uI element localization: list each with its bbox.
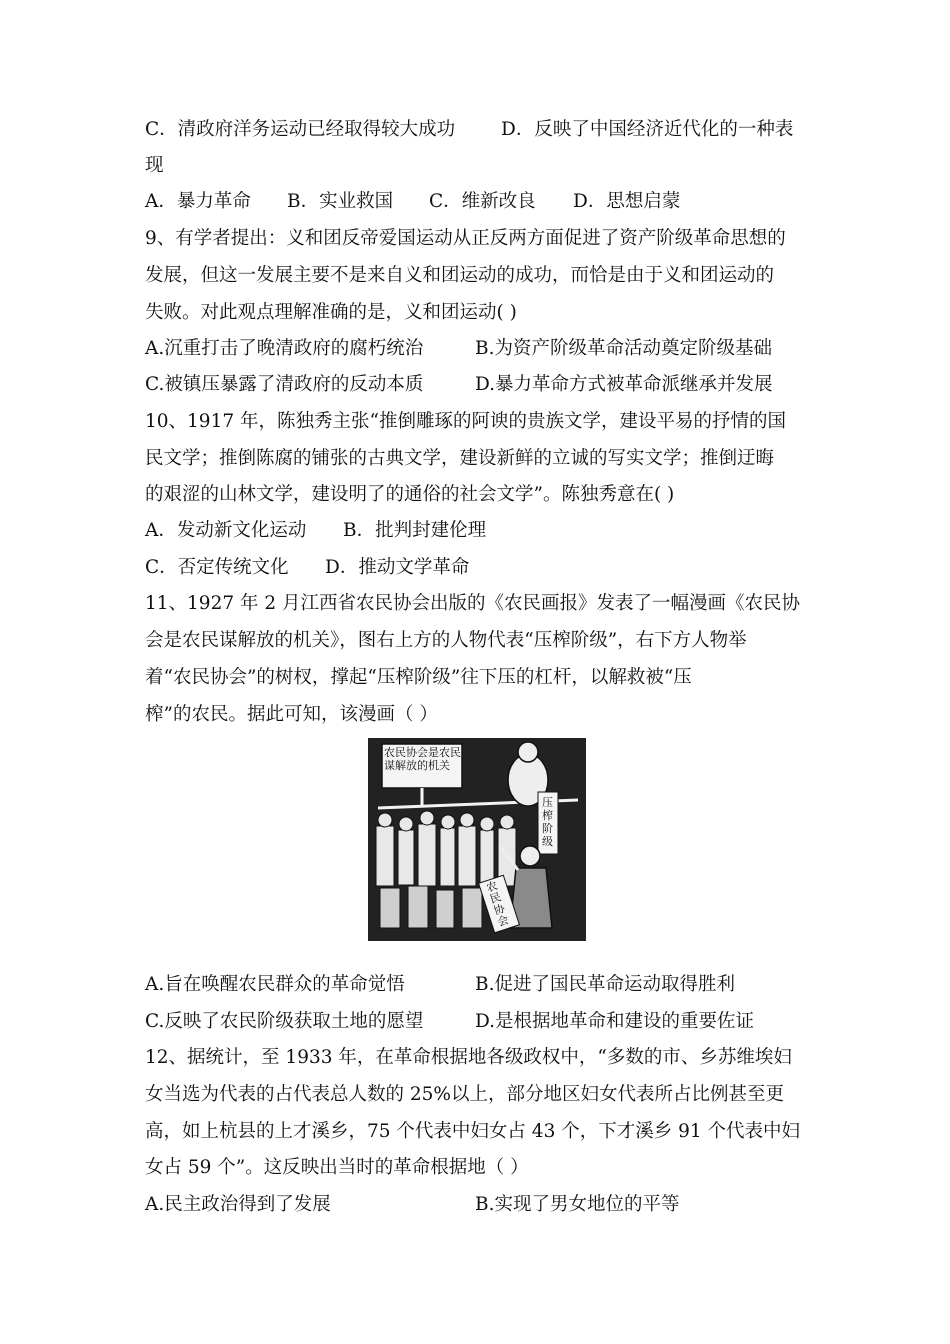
- q10-option-d[interactable]: D．推动文学革命: [325, 557, 470, 578]
- q11-option-d[interactable]: D.是根据地革命和建设的重要佐证: [475, 1011, 755, 1032]
- q9-stem-line-2: 发展，但这一发展主要不是来自义和团运动的成功，而恰是由于义和团运动的: [145, 265, 775, 286]
- q8b-option-b[interactable]: B．实业救国: [287, 191, 394, 212]
- q8b-option-a[interactable]: A．暴力革命: [145, 191, 251, 212]
- q9-stem-line-3: 失败。对此观点理解准确的是，义和团运动( ): [145, 302, 517, 323]
- q8b-option-d[interactable]: D．思想启蒙: [573, 191, 681, 212]
- q11-stem-line-3: 着“农民协会”的树杈，撑起“压榨阶级”往下压的杠杆，以解救被“压: [145, 667, 692, 688]
- q12-stem-line-2: 女当选为代表的占代表总人数的 25%以上，部分地区妇女代表所占比例甚至更: [145, 1084, 785, 1105]
- q9-option-d[interactable]: D.暴力革命方式被革命派继承并发展: [475, 374, 773, 395]
- q9-option-a[interactable]: A.沉重打击了晚清政府的腐朽统治: [145, 338, 424, 359]
- q11-option-b[interactable]: B.促进了国民革命运动取得胜利: [475, 974, 735, 995]
- q9-stem-line-1: 9、有学者提出：义和团反帝爱国运动从正反两方面促进了资产阶级革命思想的: [145, 228, 786, 249]
- cartoon-upper-label: 压榨阶级: [542, 796, 553, 848]
- cartoon-lower-label: 农民协会: [484, 878, 511, 929]
- q10-stem-line-1: 10、1917 年，陈独秀主张“推倒雕琢的阿谀的贵族文学，建设平易的抒情的国: [145, 411, 786, 432]
- q11-stem-line-2: 会是农民谋解放的机关》，图右上方的人物代表“压榨阶级”，右下方人物举: [145, 630, 747, 651]
- q10-stem-line-3: 的艰涩的山林文学，建设明了的通俗的社会文学”。陈独秀意在( ): [145, 484, 675, 505]
- q11-stem-line-1: 11、1927 年 2 月江西省农民协会出版的《农民画报》发表了一幅漫画《农民协: [145, 593, 801, 614]
- q10-stem-line-2: 民文学；推倒陈腐的铺张的古典文学，建设新鲜的立诚的写实文学；推倒迂晦: [145, 448, 775, 469]
- q12-stem-line-1: 12、据统计，至 1933 年，在革命根据地各级政权中，“多数的市、乡苏维埃妇: [145, 1047, 792, 1068]
- q11-option-c[interactable]: C.反映了农民阶级获取土地的愿望: [145, 1011, 424, 1032]
- q8-option-d-continuation: 现: [145, 155, 164, 176]
- q10-option-a[interactable]: A．发动新文化运动: [145, 520, 307, 541]
- q8b-option-c[interactable]: C．维新改良: [429, 191, 536, 212]
- q11-stem-line-4: 榨”的农民。据此可知，该漫画（ ）: [145, 704, 438, 725]
- q8-option-c[interactable]: C．清政府洋务运动已经取得较大成功: [145, 119, 456, 140]
- q12-stem-line-3: 高，如上杭县的上才溪乡，75 个代表中妇女占 43 个，下才溪乡 91 个代表中妇: [145, 1121, 801, 1142]
- q9-option-c[interactable]: C.被镇压暴露了清政府的反动本质: [145, 374, 424, 395]
- q10-option-b[interactable]: B．批判封建伦理: [343, 520, 487, 541]
- q12-option-a[interactable]: A.民主政治得到了发展: [145, 1194, 331, 1215]
- cartoon-sign-text: 农民协会是农民谋解放的机关: [384, 746, 461, 772]
- q12-stem-line-4: 女占 59 个”。这反映出当时的革命根据地（ ）: [145, 1157, 529, 1178]
- q12-option-b[interactable]: B.实现了男女地位的平等: [475, 1194, 680, 1215]
- q11-cartoon-image: [368, 738, 586, 941]
- q8-option-d[interactable]: D．反映了中国经济近代化的一种表: [501, 119, 794, 140]
- q10-option-c[interactable]: C．否定传统文化: [145, 557, 289, 578]
- q11-option-a[interactable]: A.旨在唤醒农民群众的革命觉悟: [145, 974, 405, 995]
- q9-option-b[interactable]: B.为资产阶级革命活动奠定阶级基础: [475, 338, 772, 359]
